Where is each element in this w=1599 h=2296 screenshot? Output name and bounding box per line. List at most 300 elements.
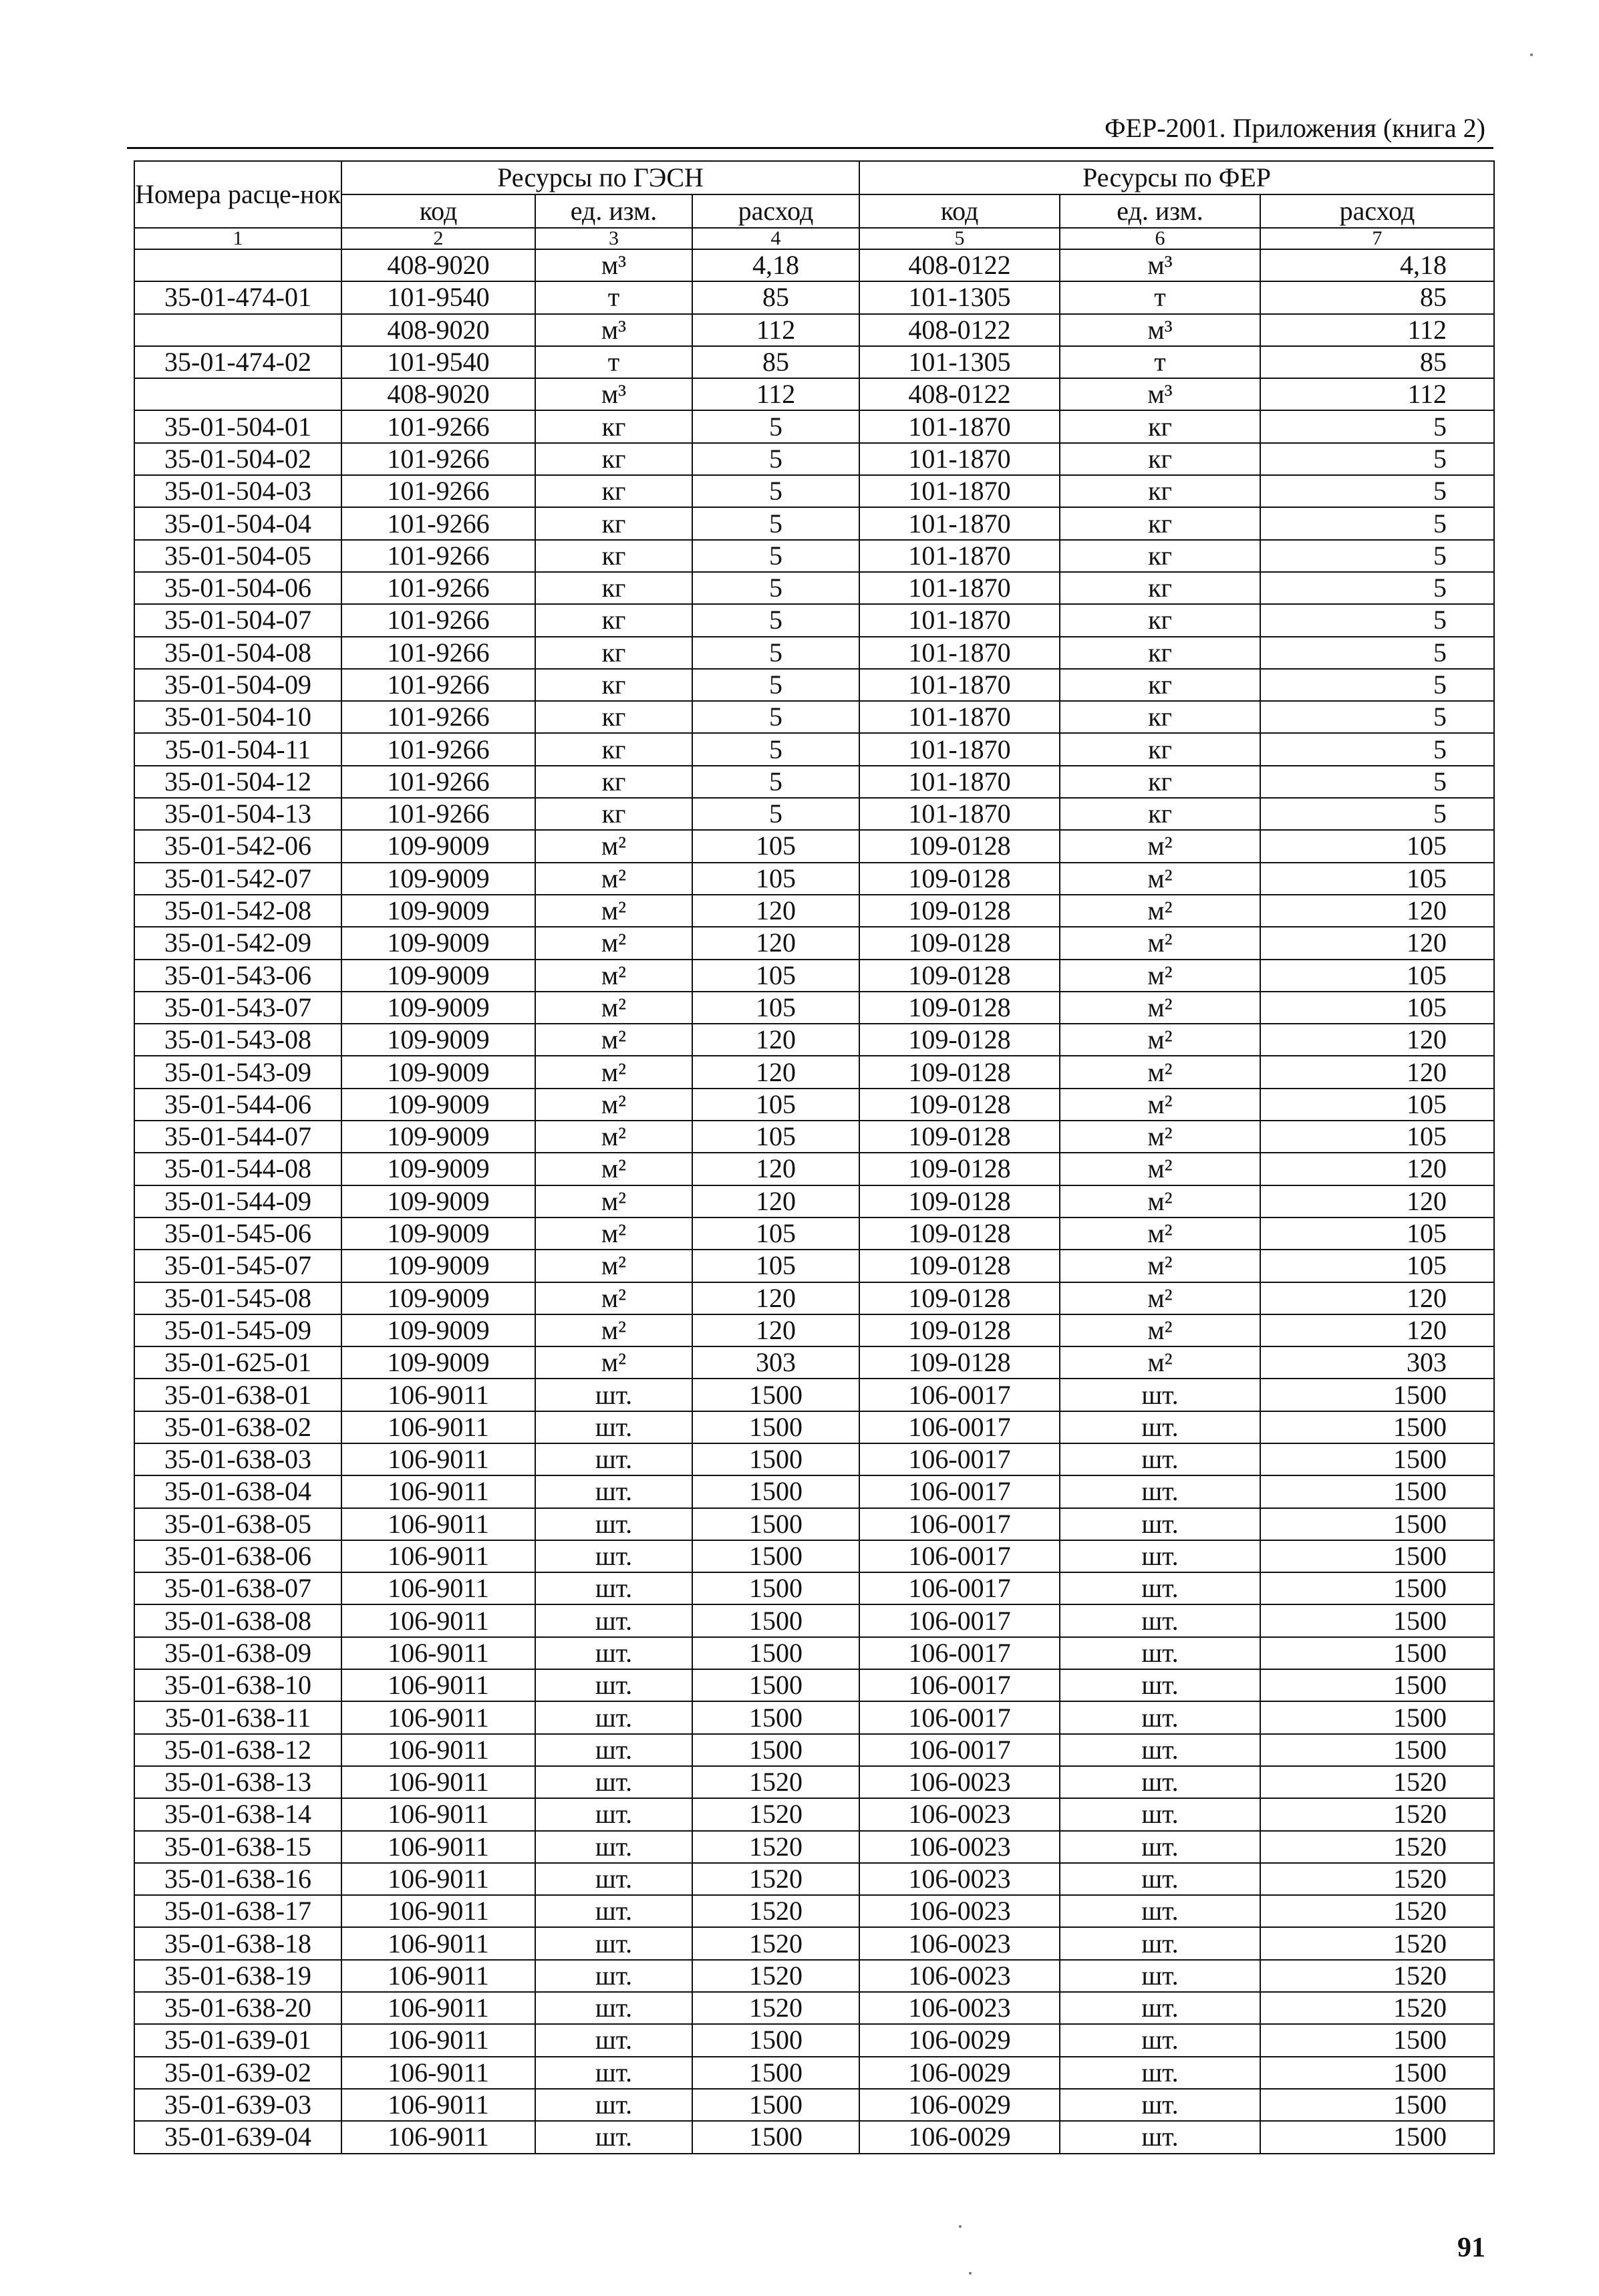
gesn-unit-cell: м²	[535, 1024, 692, 1056]
gesn-amount-cell: 120	[692, 1282, 859, 1314]
rate-number-cell: 35-01-504-11	[134, 733, 341, 765]
fer-amount-cell: 105	[1260, 1217, 1494, 1250]
rate-number-cell: 35-01-638-15	[134, 1831, 341, 1863]
fer-unit-cell: шт.	[1060, 1734, 1260, 1766]
gesn-code-cell: 106-9011	[341, 1475, 535, 1508]
fer-amount-cell: 5	[1260, 701, 1494, 733]
fer-unit-cell: шт.	[1060, 1992, 1260, 2024]
fer-code-cell: 101-1870	[859, 669, 1060, 701]
gesn-unit-cell: шт.	[535, 1960, 692, 1992]
page-number: 91	[1457, 2233, 1485, 2263]
gesn-unit-cell: шт.	[535, 1475, 692, 1508]
gesn-unit-cell: м²	[535, 1121, 692, 1153]
gesn-code-cell: 106-9011	[341, 1960, 535, 1992]
table-row	[134, 2057, 1494, 2089]
gesn-code-cell: 109-9009	[341, 1314, 535, 1346]
table-row	[134, 766, 1494, 798]
gesn-code-cell: 101-9266	[341, 507, 535, 539]
table-row	[134, 2024, 1494, 2056]
gesn-amount-cell: 1520	[692, 1798, 859, 1830]
rate-number-cell: 35-01-638-03	[134, 1443, 341, 1475]
rate-number-cell: 35-01-544-08	[134, 1153, 341, 1185]
gesn-unit-cell: м³	[535, 378, 692, 410]
gesn-amount-cell: 5	[692, 475, 859, 507]
table-row	[134, 1734, 1494, 1766]
gesn-unit-cell: шт.	[535, 1604, 692, 1636]
fer-code-cell: 101-1870	[859, 637, 1060, 669]
fer-unit-cell: м²	[1060, 1282, 1260, 1314]
gesn-code-cell: 101-9266	[341, 540, 535, 572]
fer-amount-cell: 120	[1260, 927, 1494, 959]
fer-code-cell: 101-1870	[859, 507, 1060, 539]
gesn-code-cell: 109-9009	[341, 1024, 535, 1056]
fer-unit-cell: шт.	[1060, 1540, 1260, 1572]
fer-code-cell: 109-0128	[859, 1153, 1060, 1185]
rate-number-cell: 35-01-638-17	[134, 1895, 341, 1927]
fer-code-cell: 101-1870	[859, 798, 1060, 830]
gesn-amount-cell: 1520	[692, 1992, 859, 2024]
fer-code-cell: 106-0023	[859, 1960, 1060, 1992]
gesn-code-cell: 101-9266	[341, 637, 535, 669]
fer-code-cell: 106-0023	[859, 1766, 1060, 1798]
fer-amount-cell: 4,18	[1260, 249, 1494, 281]
rate-number-cell: 35-01-543-08	[134, 1024, 341, 1056]
fer-code-cell: 109-0128	[859, 1121, 1060, 1153]
gesn-code-cell: 106-9011	[341, 2089, 535, 2121]
col-header-gesn-amount: расход	[692, 194, 859, 228]
table-row	[134, 507, 1494, 539]
rate-number-cell: 35-01-639-01	[134, 2024, 341, 2056]
gesn-amount-cell: 5	[692, 443, 859, 475]
fer-unit-cell: м²	[1060, 960, 1260, 992]
fer-amount-cell: 1500	[1260, 2121, 1494, 2153]
gesn-code-cell: 106-9011	[341, 1734, 535, 1766]
gesn-amount-cell: 1520	[692, 1927, 859, 1959]
fer-unit-cell: шт.	[1060, 1831, 1260, 1863]
rate-number-cell: 35-01-638-14	[134, 1798, 341, 1830]
gesn-code-cell: 106-9011	[341, 1604, 535, 1636]
rate-number-cell: 35-01-544-09	[134, 1185, 341, 1217]
gesn-code-cell: 106-9011	[341, 1443, 535, 1475]
fer-unit-cell: кг	[1060, 669, 1260, 701]
rate-number-cell: 35-01-638-18	[134, 1927, 341, 1959]
gesn-unit-cell: м²	[535, 1089, 692, 1121]
gesn-unit-cell: м²	[535, 992, 692, 1024]
fer-code-cell: 109-0128	[859, 1089, 1060, 1121]
gesn-amount-cell: 105	[692, 863, 859, 895]
fer-amount-cell: 1500	[1260, 2057, 1494, 2089]
gesn-amount-cell: 1500	[692, 2121, 859, 2153]
fer-unit-cell: м²	[1060, 1089, 1260, 1121]
table-row	[134, 604, 1494, 636]
col-index: 7	[1260, 228, 1494, 249]
fer-unit-cell: шт.	[1060, 1411, 1260, 1443]
fer-unit-cell: шт.	[1060, 1572, 1260, 1604]
gesn-amount-cell: 1500	[692, 1669, 859, 1701]
gesn-code-cell: 106-9011	[341, 1379, 535, 1411]
table-row	[134, 1604, 1494, 1636]
gesn-code-cell: 109-9009	[341, 927, 535, 959]
fer-unit-cell: кг	[1060, 443, 1260, 475]
fer-unit-cell: шт.	[1060, 2089, 1260, 2121]
gesn-code-cell: 109-9009	[341, 1282, 535, 1314]
rate-number-cell: 35-01-474-01	[134, 281, 341, 313]
gesn-amount-cell: 1520	[692, 1960, 859, 1992]
table-row	[134, 475, 1494, 507]
gesn-code-cell: 101-9266	[341, 669, 535, 701]
fer-amount-cell: 1520	[1260, 1927, 1494, 1959]
fer-code-cell: 109-0128	[859, 1250, 1060, 1282]
fer-amount-cell: 120	[1260, 895, 1494, 927]
table-row	[134, 1153, 1494, 1185]
fer-unit-cell: шт.	[1060, 1443, 1260, 1475]
gesn-code-cell: 101-9266	[341, 798, 535, 830]
table-row	[134, 669, 1494, 701]
table-row	[134, 895, 1494, 927]
fer-code-cell: 106-0023	[859, 1895, 1060, 1927]
gesn-unit-cell: шт.	[535, 1701, 692, 1733]
fer-code-cell: 109-0128	[859, 992, 1060, 1024]
rate-number-cell: 35-01-638-16	[134, 1863, 341, 1895]
fer-amount-cell: 5	[1260, 766, 1494, 798]
fer-unit-cell: шт.	[1060, 1669, 1260, 1701]
fer-amount-cell: 5	[1260, 410, 1494, 442]
fer-unit-cell: м²	[1060, 1056, 1260, 1088]
header-rule	[127, 147, 1493, 149]
gesn-unit-cell: м²	[535, 960, 692, 992]
gesn-unit-cell: шт.	[535, 1766, 692, 1798]
gesn-amount-cell: 1500	[692, 2024, 859, 2056]
gesn-unit-cell: шт.	[535, 2089, 692, 2121]
fer-code-cell: 109-0128	[859, 1346, 1060, 1379]
gesn-amount-cell: 120	[692, 1153, 859, 1185]
gesn-amount-cell: 1500	[692, 1379, 859, 1411]
gesn-code-cell: 106-9011	[341, 1669, 535, 1701]
gesn-amount-cell: 5	[692, 669, 859, 701]
fer-amount-cell: 1520	[1260, 1992, 1494, 2024]
fer-unit-cell: м²	[1060, 1185, 1260, 1217]
gesn-unit-cell: м²	[535, 1282, 692, 1314]
gesn-code-cell: 109-9009	[341, 1250, 535, 1282]
fer-amount-cell: 105	[1260, 830, 1494, 862]
rate-number-cell: 35-01-504-13	[134, 798, 341, 830]
gesn-amount-cell: 5	[692, 540, 859, 572]
rate-number-cell: 35-01-544-07	[134, 1121, 341, 1153]
fer-code-cell: 109-0128	[859, 1056, 1060, 1088]
fer-amount-cell: 5	[1260, 637, 1494, 669]
table-row	[134, 830, 1494, 862]
fer-amount-cell: 1520	[1260, 1831, 1494, 1863]
gesn-code-cell: 106-9011	[341, 1701, 535, 1733]
table-row	[134, 1024, 1494, 1056]
table-row	[134, 1798, 1494, 1830]
gesn-amount-cell: 120	[692, 927, 859, 959]
gesn-code-cell: 106-9011	[341, 2057, 535, 2089]
fer-unit-cell: шт.	[1060, 1379, 1260, 1411]
scan-speck	[969, 2272, 972, 2275]
fer-amount-cell: 105	[1260, 1089, 1494, 1121]
gesn-unit-cell: кг	[535, 572, 692, 604]
fer-amount-cell: 1500	[1260, 1443, 1494, 1475]
gesn-unit-cell: т	[535, 346, 692, 378]
fer-code-cell: 101-1305	[859, 346, 1060, 378]
table-row	[134, 378, 1494, 410]
rate-number-cell: 35-01-638-07	[134, 1572, 341, 1604]
gesn-unit-cell: м²	[535, 830, 692, 862]
fer-unit-cell: м²	[1060, 1250, 1260, 1282]
gesn-amount-cell: 303	[692, 1346, 859, 1379]
fer-unit-cell: кг	[1060, 572, 1260, 604]
table-row	[134, 1637, 1494, 1669]
fer-code-cell: 106-0029	[859, 2024, 1060, 2056]
gesn-unit-cell: шт.	[535, 1798, 692, 1830]
fer-code-cell: 106-0023	[859, 1831, 1060, 1863]
table-row	[134, 2121, 1494, 2153]
fer-unit-cell: шт.	[1060, 1863, 1260, 1895]
fer-amount-cell: 112	[1260, 378, 1494, 410]
gesn-amount-cell: 1500	[692, 1508, 859, 1540]
rate-number-cell: 35-01-504-05	[134, 540, 341, 572]
col-index: 3	[535, 228, 692, 249]
fer-amount-cell: 1500	[1260, 1701, 1494, 1733]
fer-unit-cell: шт.	[1060, 1701, 1260, 1733]
table-row	[134, 1960, 1494, 1992]
fer-code-cell: 106-0017	[859, 1572, 1060, 1604]
gesn-code-cell: 109-9009	[341, 992, 535, 1024]
gesn-amount-cell: 105	[692, 830, 859, 862]
fer-amount-cell: 105	[1260, 863, 1494, 895]
fer-code-cell: 109-0128	[859, 830, 1060, 862]
fer-amount-cell: 5	[1260, 475, 1494, 507]
fer-amount-cell: 1500	[1260, 1475, 1494, 1508]
gesn-code-cell: 109-9009	[341, 1346, 535, 1379]
fer-amount-cell: 85	[1260, 281, 1494, 313]
rate-number-cell: 35-01-638-11	[134, 1701, 341, 1733]
col-header-rate-numbers: Номера расце-нок	[134, 161, 341, 228]
gesn-code-cell: 109-9009	[341, 960, 535, 992]
rate-number-cell: 35-01-542-08	[134, 895, 341, 927]
gesn-unit-cell: шт.	[535, 1637, 692, 1669]
gesn-unit-cell: кг	[535, 637, 692, 669]
col-index: 4	[692, 228, 859, 249]
gesn-code-cell: 101-9266	[341, 701, 535, 733]
gesn-code-cell: 109-9009	[341, 895, 535, 927]
table-row	[134, 1056, 1494, 1088]
gesn-amount-cell: 5	[692, 637, 859, 669]
gesn-code-cell: 408-9020	[341, 249, 535, 281]
rate-number-cell: 35-01-639-03	[134, 2089, 341, 2121]
gesn-amount-cell: 105	[692, 1121, 859, 1153]
gesn-code-cell: 109-9009	[341, 1185, 535, 1217]
fer-amount-cell: 303	[1260, 1346, 1494, 1379]
fer-amount-cell: 5	[1260, 604, 1494, 636]
gesn-code-cell: 106-9011	[341, 2024, 535, 2056]
table-row	[134, 1992, 1494, 2024]
table-row	[134, 249, 1494, 281]
table-row	[134, 1766, 1494, 1798]
fer-amount-cell: 1520	[1260, 1766, 1494, 1798]
gesn-code-cell: 106-9011	[341, 1572, 535, 1604]
rate-number-cell: 35-01-639-04	[134, 2121, 341, 2153]
header-row-groups	[134, 161, 1494, 194]
rate-number-cell: 35-01-638-06	[134, 1540, 341, 1572]
fer-amount-cell: 1500	[1260, 2024, 1494, 2056]
gesn-amount-cell: 5	[692, 410, 859, 442]
fer-code-cell: 106-0017	[859, 1443, 1060, 1475]
table-row	[134, 960, 1494, 992]
table-row	[134, 1669, 1494, 1701]
gesn-unit-cell: м²	[535, 1217, 692, 1250]
gesn-unit-cell: кг	[535, 701, 692, 733]
table-row	[134, 540, 1494, 572]
gesn-amount-cell: 1500	[692, 1701, 859, 1733]
gesn-unit-cell: т	[535, 281, 692, 313]
col-header-gesn-unit: ед. изм.	[535, 194, 692, 228]
gesn-code-cell: 101-9266	[341, 410, 535, 442]
fer-unit-cell: кг	[1060, 410, 1260, 442]
table-row	[134, 1863, 1494, 1895]
fer-code-cell: 106-0017	[859, 1604, 1060, 1636]
fer-code-cell: 106-0029	[859, 2057, 1060, 2089]
fer-amount-cell: 1500	[1260, 1734, 1494, 1766]
gesn-amount-cell: 5	[692, 572, 859, 604]
gesn-unit-cell: шт.	[535, 1411, 692, 1443]
fer-amount-cell: 120	[1260, 1153, 1494, 1185]
gesn-code-cell: 101-9540	[341, 346, 535, 378]
fer-code-cell: 106-0029	[859, 2089, 1060, 2121]
fer-unit-cell: кг	[1060, 701, 1260, 733]
fer-code-cell: 106-0017	[859, 1508, 1060, 1540]
gesn-code-cell: 106-9011	[341, 1540, 535, 1572]
fer-unit-cell: м²	[1060, 1024, 1260, 1056]
fer-amount-cell: 1500	[1260, 1540, 1494, 1572]
fer-code-cell: 109-0128	[859, 863, 1060, 895]
gesn-unit-cell: шт.	[535, 1540, 692, 1572]
table-row	[134, 1346, 1494, 1379]
table-body	[134, 161, 1494, 2154]
gesn-unit-cell: шт.	[535, 1572, 692, 1604]
gesn-amount-cell: 1520	[692, 1766, 859, 1798]
fer-unit-cell: т	[1060, 281, 1260, 313]
table-row	[134, 346, 1494, 378]
rate-number-cell: 35-01-504-10	[134, 701, 341, 733]
fer-unit-cell: м³	[1060, 378, 1260, 410]
gesn-amount-cell: 112	[692, 378, 859, 410]
gesn-unit-cell: кг	[535, 507, 692, 539]
rate-number-cell: 35-01-543-07	[134, 992, 341, 1024]
gesn-unit-cell: кг	[535, 669, 692, 701]
gesn-unit-cell: шт.	[535, 1734, 692, 1766]
table-row	[134, 863, 1494, 895]
gesn-amount-cell: 4,18	[692, 249, 859, 281]
table-row	[134, 1895, 1494, 1927]
gesn-unit-cell: кг	[535, 410, 692, 442]
fer-code-cell: 408-0122	[859, 378, 1060, 410]
fer-unit-cell: кг	[1060, 507, 1260, 539]
table-row	[134, 1540, 1494, 1572]
rate-number-cell: 35-01-542-09	[134, 927, 341, 959]
fer-amount-cell: 1500	[1260, 1637, 1494, 1669]
rate-number-cell: 35-01-638-05	[134, 1508, 341, 1540]
gesn-unit-cell: шт.	[535, 2057, 692, 2089]
fer-code-cell: 106-0017	[859, 1475, 1060, 1508]
fer-amount-cell: 120	[1260, 1314, 1494, 1346]
fer-amount-cell: 1500	[1260, 2089, 1494, 2121]
rate-number-cell: 35-01-543-09	[134, 1056, 341, 1088]
fer-amount-cell: 120	[1260, 1056, 1494, 1088]
fer-amount-cell: 5	[1260, 798, 1494, 830]
fer-amount-cell: 1500	[1260, 1669, 1494, 1701]
table-row	[134, 1701, 1494, 1733]
fer-unit-cell: т	[1060, 346, 1260, 378]
fer-amount-cell: 105	[1260, 992, 1494, 1024]
fer-code-cell: 101-1870	[859, 475, 1060, 507]
table-row	[134, 1121, 1494, 1153]
fer-unit-cell: кг	[1060, 733, 1260, 765]
fer-unit-cell: м²	[1060, 992, 1260, 1024]
table-row	[134, 1217, 1494, 1250]
fer-amount-cell: 105	[1260, 1121, 1494, 1153]
gesn-unit-cell: м²	[535, 1056, 692, 1088]
table-row	[134, 1185, 1494, 1217]
gesn-unit-cell: кг	[535, 540, 692, 572]
fer-amount-cell: 105	[1260, 960, 1494, 992]
gesn-unit-cell: шт.	[535, 1379, 692, 1411]
table-row	[134, 1250, 1494, 1282]
gesn-unit-cell: м²	[535, 927, 692, 959]
table-row	[134, 701, 1494, 733]
gesn-amount-cell: 5	[692, 798, 859, 830]
rate-number-cell: 35-01-544-06	[134, 1089, 341, 1121]
fer-amount-cell: 120	[1260, 1282, 1494, 1314]
gesn-code-cell: 109-9009	[341, 1121, 535, 1153]
fer-code-cell: 101-1305	[859, 281, 1060, 313]
gesn-amount-cell: 5	[692, 733, 859, 765]
column-index-row	[134, 228, 1494, 249]
fer-code-cell: 109-0128	[859, 1185, 1060, 1217]
gesn-code-cell: 106-9011	[341, 1766, 535, 1798]
gesn-amount-cell: 1500	[692, 1475, 859, 1508]
fer-unit-cell: м²	[1060, 830, 1260, 862]
fer-code-cell: 109-0128	[859, 1314, 1060, 1346]
gesn-unit-cell: м²	[535, 1346, 692, 1379]
fer-amount-cell: 5	[1260, 572, 1494, 604]
col-index: 2	[341, 228, 535, 249]
rate-number-cell: 35-01-638-20	[134, 1992, 341, 2024]
fer-amount-cell: 5	[1260, 443, 1494, 475]
fer-unit-cell: м²	[1060, 1153, 1260, 1185]
gesn-amount-cell: 1500	[692, 1540, 859, 1572]
rate-number-cell: 35-01-638-12	[134, 1734, 341, 1766]
fer-code-cell: 101-1870	[859, 540, 1060, 572]
gesn-amount-cell: 1500	[692, 1734, 859, 1766]
gesn-amount-cell: 1520	[692, 1831, 859, 1863]
rate-number-cell	[134, 378, 341, 410]
table-row	[134, 1831, 1494, 1863]
gesn-unit-cell: шт.	[535, 1992, 692, 2024]
fer-amount-cell: 1500	[1260, 1572, 1494, 1604]
fer-unit-cell: кг	[1060, 475, 1260, 507]
fer-unit-cell: шт.	[1060, 2121, 1260, 2153]
fer-code-cell: 106-0023	[859, 1992, 1060, 2024]
fer-code-cell: 106-0023	[859, 1798, 1060, 1830]
fer-amount-cell: 85	[1260, 346, 1494, 378]
fer-code-cell: 101-1870	[859, 766, 1060, 798]
rate-number-cell: 35-01-504-12	[134, 766, 341, 798]
fer-unit-cell: шт.	[1060, 1604, 1260, 1636]
gesn-unit-cell: кг	[535, 798, 692, 830]
fer-amount-cell: 5	[1260, 669, 1494, 701]
